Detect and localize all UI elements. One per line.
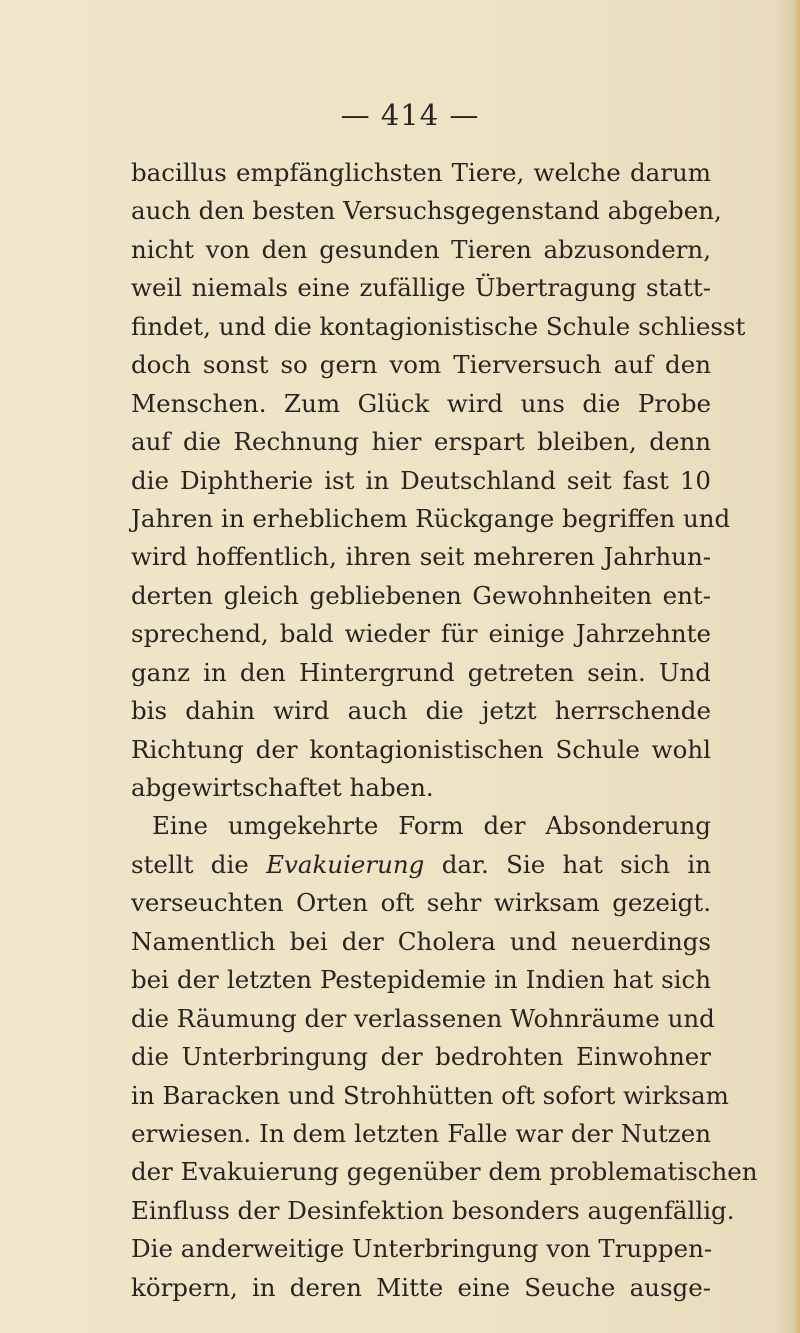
text-line: Menschen. Zum Glück wird uns die Probe xyxy=(131,388,711,418)
text-line: Jahren in erheblichem Rückgange begriffen und xyxy=(131,503,731,533)
text-line: bis dahin wird auch die jetzt herrschende xyxy=(131,696,711,726)
text-line: weil niemals eine zufällige Übertragung statt- xyxy=(131,273,711,303)
text-line: erwiesen. In dem letzten Falle war der Nutzen xyxy=(131,1118,711,1148)
page-number-header: — 414 — xyxy=(340,98,480,132)
text-line: sprechend, bald wieder für einige Jahrzehnte xyxy=(131,619,711,649)
text-line: der Evakuierung gegenüber dem problematischen xyxy=(131,1157,758,1187)
text-line: nicht von den gesunden Tieren abzusondern, xyxy=(131,234,711,264)
text-line: die Diphtherie ist in Deutschland seit fast 10 xyxy=(131,465,711,495)
paragraph-end-line: abgewirtschaftet haben. xyxy=(131,773,434,802)
text-segment: stellt die xyxy=(131,849,249,879)
text-line: auch den besten Versuchsgegenstand abgeben, xyxy=(131,196,722,226)
text-line: Die anderweitige Unterbringung von Truppen- xyxy=(131,1234,713,1264)
text-line: verseuchten Orten oft sehr wirksam gezeigt. xyxy=(131,888,711,918)
text-line: derten gleich gebliebenen Gewohnheiten ent- xyxy=(131,580,711,610)
text-line: in Baracken und Strohhütten oft sofort wirksam xyxy=(131,1080,729,1110)
text-line: bacillus empfänglichsten Tiere, welche darum xyxy=(131,158,711,187)
text-line: die Räumung der verlassenen Wohnräume und xyxy=(131,1003,715,1033)
text-line: Einfluss der Desinfektion besonders augenfällig. xyxy=(131,1195,735,1225)
text-line: doch sonst so gern vom Tierversuch auf den xyxy=(131,350,711,380)
text-line: körpern, in deren Mitte eine Seuche ausge- xyxy=(131,1272,711,1302)
text-line: die Unterbringung der bedrohten Einwohner xyxy=(131,1042,711,1072)
text-line: auf die Rechnung hier erspart bleiben, denn xyxy=(131,427,711,457)
text-line: Richtung der kontagionistischen Schule wohl xyxy=(131,734,711,764)
text-segment: dar. Sie hat sich in xyxy=(441,849,711,879)
text-line-with-emphasis xyxy=(131,846,711,884)
text-line: ganz in den Hintergrund getreten sein. Und xyxy=(131,657,711,687)
page-edge-shading xyxy=(794,0,800,1333)
text-line: findet, und die kontagionistische Schule schliesst xyxy=(131,311,746,341)
paragraph-start-line: Eine umgekehrte Form der Absonderung xyxy=(152,811,711,841)
text-line: bei der letzten Pestepidemie in Indien hat sich xyxy=(131,965,711,995)
body-text xyxy=(131,154,758,1307)
text-line: wird hoffentlich, ihren seit mehreren Jahrhun- xyxy=(131,542,711,572)
emphasized-term: Evakuierung xyxy=(266,849,425,879)
text-line: Namentlich bei der Cholera und neuerdings xyxy=(131,926,711,956)
